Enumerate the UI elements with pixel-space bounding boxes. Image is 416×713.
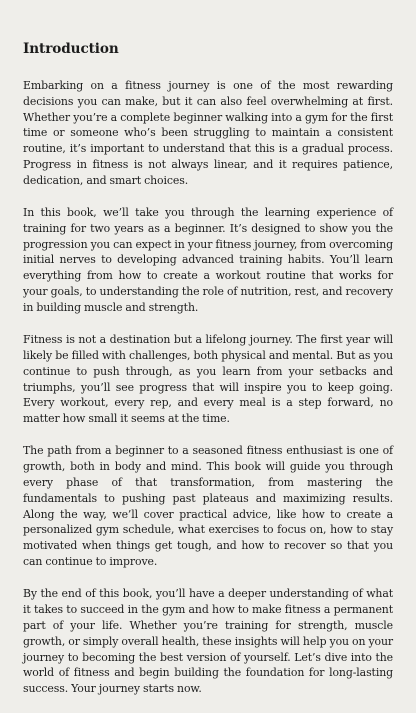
paragraph-5: By the end of this book, you’ll have a deeper understanding of what it takes to succeed in the gym and how to make fitness a permanent part of your life. Whether you’re training for strength, muscle growth, or simply overall health, these insights will help you on your journey to becoming the best version of yourself. Let’s dive into the world of fitness and begin building the foundation for long-lasting success. Your journey starts now. [23, 587, 393, 696]
paragraph-2: In this book, we’ll take you through the learning experience of training for two years as a beginner. It’s designed to show you the progression you can expect in your fitness journey, from overcoming initial nerves to developing advanced training habits. You’ll learn everything from how to create a workout routine that works for your goals, to understanding the role of nutrition, rest, and recovery in building muscle and strength. [23, 206, 393, 314]
paragraph-3: Fitness is not a destination but a lifelong journey. The first year will likely be filled with challenges, both physical and mental. But as you continue to push through, as you learn from your setbacks and triumphs, you’ll see progress that will inspire you to keep going. Every workout, every rep, and every meal is a step forward, no matter how small it seems at the time. [23, 333, 393, 426]
paragraph-4: The path from a beginner to a seasoned fitness enthusiast is one of growth, both in body and mind. This book will guide you through every phase of that transformation, from mastering the fundamentals to pushing past plateaus and maximizing results. Along the way, we’ll cover practical advice, like how to create a personalized gym schedule, what exercises to focus on, how to stay motivated when things get tough, and how to recover so that you can continue to improve. [23, 444, 393, 569]
document-page [23, 38, 393, 713]
section-heading: Introduction [23, 41, 119, 57]
paragraph-1: Embarking on a fitness journey is one of the most rewarding decisions you can make, but it can also feel overwhelming at first. Whether you’re a complete beginner walking into a gym for the first time or someone who’s been struggling to maintain a consistent routine, it’s important to understand that this is a gradual process. Progress in fitness is not always linear, and it requires patience, dedication, and smart choices. [23, 79, 393, 187]
